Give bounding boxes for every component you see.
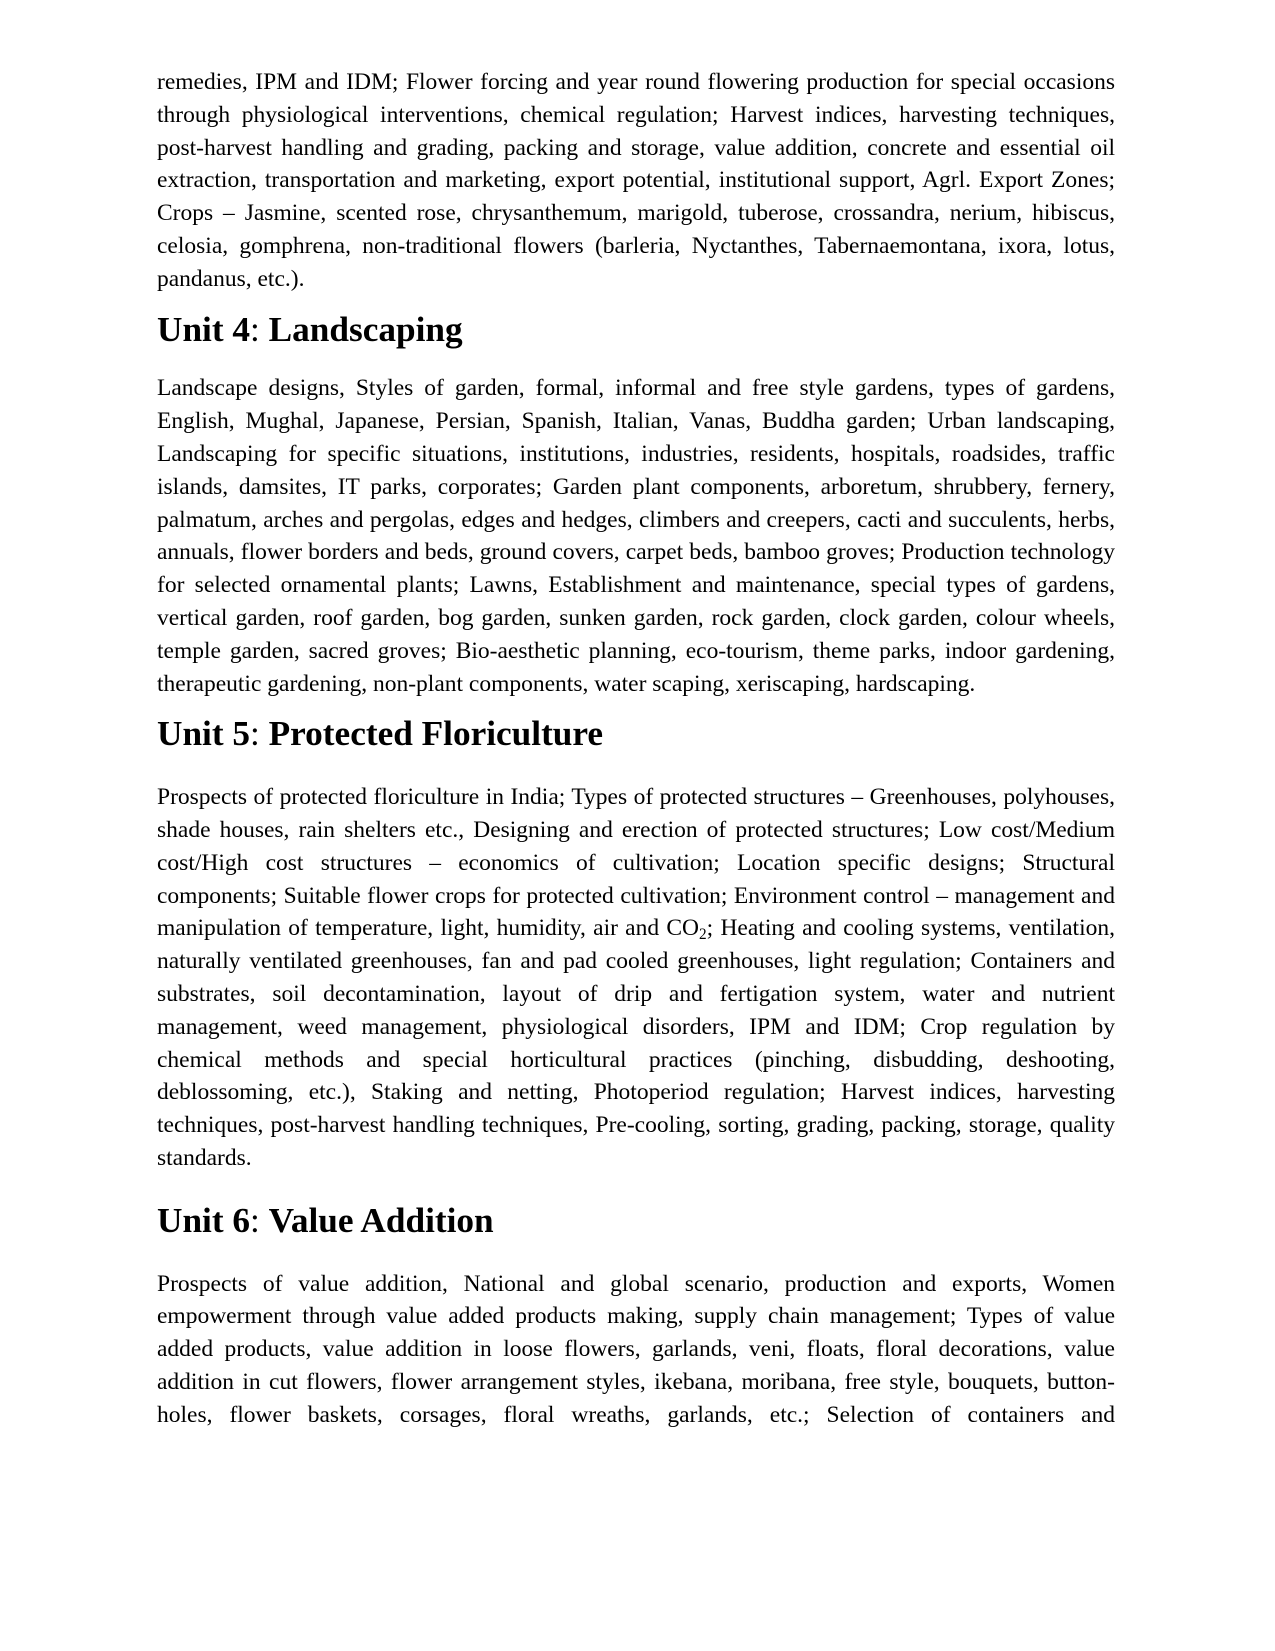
unit4-number: Unit 4 bbox=[157, 309, 251, 349]
unit5-number: Unit 5 bbox=[157, 714, 251, 754]
unit5-separator: : bbox=[250, 714, 269, 754]
unit4-body: Landscape designs, Styles of garden, formal, informal and free style gardens, types of gardens, English, Mughal, Japanese, Persian, Spanish, Italian, Vanas, Buddha garden; Urban landscaping, Landscaping for specific situations, institutions, industries, residents, hospitals, roadsides, traffic islands, damsites, IT parks, corporates; Garden plant components, arboretum, shrubbery, fernery, palmatum, arches and pergolas, edges and hedges, climbers and creepers, cacti and succulents, herbs, annuals, flower borders and beds, ground covers, carpet beds, bamboo groves; Production technology for selected ornamental plants; Lawns, Establishment and maintenance, special types of gardens, vertical garden, roof garden, bog garden, sunken garden, rock garden, clock garden, colour wheels, temple garden, sacred groves; Bio-aesthetic planning, eco-tourism, theme parks, indoor gardening, therapeutic gardening, non-plant components, water scaping, xeriscaping, hardscaping. bbox=[157, 375, 1115, 697]
unit5-body bbox=[157, 781, 1115, 1175]
unit6-title: Value Addition bbox=[268, 1200, 494, 1240]
unit5-title: Protected Floriculture bbox=[268, 714, 604, 754]
unit4-heading bbox=[157, 309, 1115, 349]
unit6-number: Unit 6 bbox=[157, 1200, 251, 1240]
unit6-body: Prospects of value addition, National and global scenario, production and exports, Women empowerment through value added products making, supply chain management; Types of value added products, value addition in loose flowers, garlands, veni, floats, floral decorations, value addition in cut flowers, flower arrangement styles, ikebana, moribana, free style, bouquets, button-holes, flower baskets, corsages, floral wreaths, garlands, etc.; Selection of containers and bbox=[157, 1270, 1115, 1428]
unit5-heading bbox=[157, 714, 1115, 754]
co2-subscript: 2 bbox=[699, 926, 707, 944]
document-page bbox=[157, 66, 1115, 1431]
unit6-separator: : bbox=[250, 1200, 269, 1240]
unit6-heading bbox=[157, 1200, 1115, 1240]
unit4-title: Landscaping bbox=[268, 309, 463, 349]
unit5-body-part1: Prospects of protected floriculture in India; Types of protected structures – Greenhouses, polyhouses, shade houses, rain shelters etc., Designing and erection of protected structures; Low cost/Medium cost/High cost structures – economics of cultivation; Location specific designs; Structural components; Suitable flower crops for protected cultivation; Environment control – management and manipulation of temperature, light, humidity, air and CO bbox=[157, 784, 1115, 942]
unit5-body-part2: ; Heating and cooling systems, ventilation, naturally ventilated greenhouses, fan and pad cooled greenhouses, light regulation; Containers and substrates, soil decontamination, layout of drip and fertigation system, water and nutrient management, weed management, physiological disorders, IPM and IDM; Crop regulation by chemical methods and special horticultural practices (pinching, disbudding, deshooting, deblossoming, etc.), Staking and netting, Photoperiod regulation; Harvest indices, harvesting techniques, post-harvest handling techniques, Pre-cooling, sorting, grading, packing, storage, quality standards. bbox=[157, 915, 1115, 1171]
intro-paragraph: remedies, IPM and IDM; Flower forcing and year round flowering production for special occasions through physiological interventions, chemical regulation; Harvest indices, harvesting techniques, post-harvest handling and grading, packing and storage, value addition, concrete and essential oil extraction, transportation and marketing, export potential, institutional support, Agrl. Export Zones; Crops – Jasmine, scented rose, chrysanthemum, marigold, tuberose, crossandra, nerium, hibiscus, celosia, gomphrena, non-traditional flowers (barleria, Nyctanthes, Tabernaemontana, ixora, lotus, pandanus, etc.). bbox=[157, 69, 1115, 292]
unit4-separator: : bbox=[250, 309, 269, 349]
